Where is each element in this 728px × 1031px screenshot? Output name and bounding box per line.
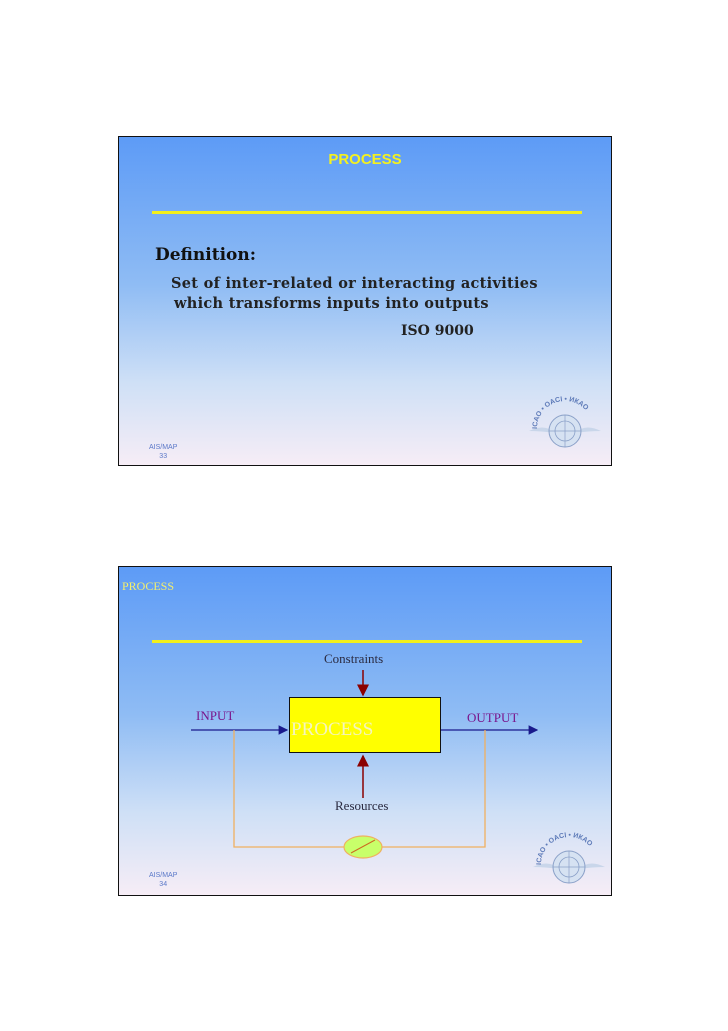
definition-source: ISO 9000 (401, 323, 474, 339)
slide-number: 33 (159, 453, 168, 460)
icao-emblem-icon (529, 823, 609, 896)
slide-definition (118, 136, 612, 466)
constraints-label: Constraints (324, 651, 384, 666)
slide-title: PROCESS (122, 579, 175, 593)
resources-label: Resources (335, 798, 389, 813)
definition-line-1: Set of inter-related or interacting activities (171, 275, 538, 292)
input-label: INPUT (196, 708, 235, 723)
definition-line-2: which transforms inputs into outputs (174, 295, 489, 312)
process-label: PROCESS (291, 719, 374, 740)
slide-code: AIS/MAP (149, 872, 178, 879)
slide-title: PROCESS (328, 151, 402, 168)
icao-emblem-icon (525, 387, 605, 466)
title-underline (152, 211, 582, 214)
slide-process-diagram (118, 566, 612, 896)
logo-text: ICAO • OACI • ИКАО (531, 395, 590, 430)
definition-heading: Definition: (155, 245, 257, 265)
slide-number: 34 (159, 881, 168, 888)
slide-footer (149, 443, 177, 461)
output-label: OUTPUT (467, 710, 519, 725)
logo-text: ICAO • OACI • ИКАО (535, 831, 594, 866)
slide-code: AIS/MAP (149, 444, 178, 451)
slide-footer (149, 871, 177, 889)
